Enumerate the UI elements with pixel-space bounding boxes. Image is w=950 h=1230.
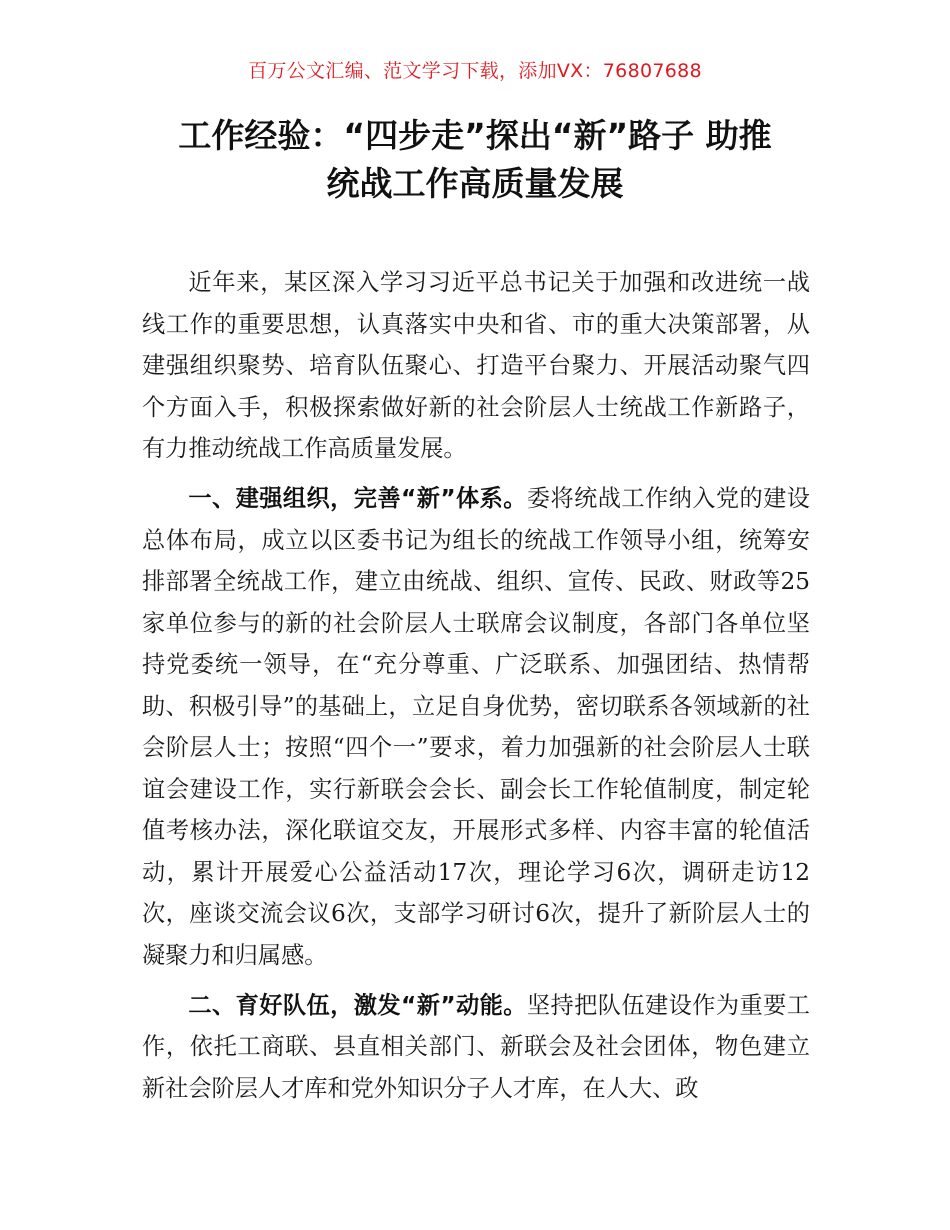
section-heading: 一、建强组织，完善“新”体系。 [188,485,527,512]
header-banner: 百万公文汇编、范文学习下载，添加VX：76807688 [248,60,702,82]
document-body [142,262,810,1118]
document-title [120,112,830,208]
paragraph-text: 近年来，某区深入学习习近平总书记关于加强和改进统一战线工作的重要思想，认真落实中央和省、市的重大决策部署，从建强组织聚势、培育队伍聚心、打造平台聚力、开展活动聚气四个方面入手，积极探索做好新的社会阶层人士统战工作新路子，有力推动统战工作高质量发展。 [142,269,810,462]
section-heading: 二、育好队伍，激发“新”动能。 [188,991,527,1019]
paragraph-section-2 [142,985,810,1110]
paragraph-intro [142,262,810,470]
title-line-1: 工作经验：“四步走”探出“新”路子 助推 [178,116,772,155]
paragraph-section-1 [142,478,810,976]
paragraph-text: 委将统战工作纳入党的建设总体布局，成立以区委书记为组长的统战工作领导小组，统筹安排部署全统战工作，建立由统战、组织、宣传、民政、财政等25家单位参与的新的社会阶层人士联席会议制度，各部门各单位坚持党委统一领导，在“充分尊重、广泛联系、加强团结、热情帮助、积极引导”的基础上，立足自身优势，密切联系各领域新的社会阶层人士；按照“四个一”要求，着力加强新的社会阶层人士联谊会建设工作，实行新联会会长、副会长工作轮值制度，制定轮值考核办法，深化联谊交友，开展形式多样、内容丰富的轮值活动，累计开展爱心公益活动17次，理论学习6次，调研走访12次，座谈交流会议6次，支部学习研讨6次，提升了新阶层人士的凝聚力和归属感。 [142,485,810,969]
title-line-2: 统战工作高质量发展 [326,164,624,203]
paragraph-text: 坚持把队伍建设作为重要工作，依托工商联、县直相关部门、新联会及社会团体，物色建立新社会阶层人才库和党外知识分子人才库，在人大、政 [142,991,810,1102]
